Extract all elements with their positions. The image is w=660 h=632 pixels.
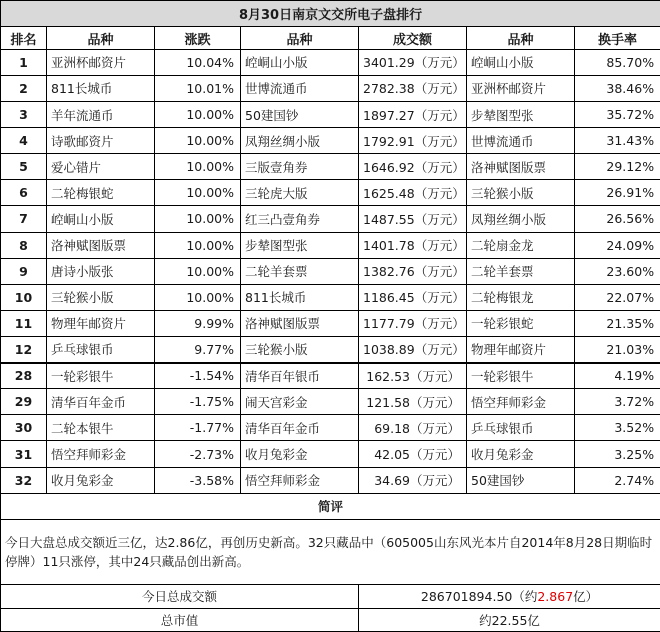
volume-value-cell: 1625.48（万元） (359, 180, 467, 206)
rank-cell: 1 (1, 49, 47, 75)
header-turnover: 换手率 (575, 27, 660, 49)
turnover-value-cell: 4.19% (575, 363, 660, 389)
volume-name-cell: 红三凸壹角券 (241, 206, 359, 232)
change-name-cell: 811长城币 (47, 75, 155, 101)
change-name-cell: 崆峒山小版 (47, 206, 155, 232)
change-name-cell: 乒乓球银币 (47, 336, 155, 362)
turnover-name-cell: 二轮羊套票 (467, 258, 575, 284)
turnover-value-cell: 21.03% (575, 336, 660, 362)
volume-value-cell: 69.18（万元） (359, 415, 467, 441)
volume-value-cell: 1038.89（万元） (359, 336, 467, 362)
change-value-cell: 10.00% (155, 258, 241, 284)
volume-value-cell: 3401.29（万元） (359, 49, 467, 75)
turnover-value-cell: 35.72% (575, 102, 660, 128)
turnover-name-cell: 收月兔彩金 (467, 441, 575, 467)
table-row (1, 415, 660, 441)
rank-cell: 11 (1, 310, 47, 336)
rank-cell: 8 (1, 232, 47, 258)
change-value-cell: 9.77% (155, 336, 241, 362)
header-rank: 排名 (1, 27, 47, 49)
volume-value-cell: 34.69（万元） (359, 467, 467, 493)
change-value-cell: 10.00% (155, 284, 241, 310)
volume-name-cell: 收月兔彩金 (241, 441, 359, 467)
change-value-cell: -1.75% (155, 389, 241, 415)
rank-cell: 28 (1, 363, 47, 389)
turnover-name-cell: 步辇图型张 (467, 102, 575, 128)
turnover-name-cell: 亚洲杯邮资片 (467, 75, 575, 101)
change-value-cell: 10.00% (155, 206, 241, 232)
turnover-name-cell: 洛神赋图版票 (467, 154, 575, 180)
change-name-cell: 悟空拜师彩金 (47, 441, 155, 467)
header-name-1: 品种 (47, 27, 155, 49)
volume-value-cell: 1382.76（万元） (359, 258, 467, 284)
total-label: 今日总成交额 (1, 585, 359, 608)
change-name-cell: 物理年邮资片 (47, 310, 155, 336)
change-name-cell: 收月兔彩金 (47, 467, 155, 493)
table-row (1, 154, 660, 180)
volume-name-cell: 步辇图型张 (241, 232, 359, 258)
table-row (1, 49, 660, 75)
change-value-cell: 9.99% (155, 310, 241, 336)
total-row (1, 585, 660, 608)
change-value-cell: 10.01% (155, 75, 241, 101)
turnover-name-cell: 崆峒山小版 (467, 49, 575, 75)
rank-cell: 29 (1, 389, 47, 415)
table-row (1, 128, 660, 154)
volume-name-cell: 清华百年银币 (241, 363, 359, 389)
rank-cell: 12 (1, 336, 47, 362)
rank-cell: 3 (1, 102, 47, 128)
market-row (1, 608, 660, 631)
table-title: 8月30日南京文交所电子盘排行 (1, 1, 660, 27)
table-row (1, 284, 660, 310)
market-label: 总市值 (1, 608, 359, 631)
change-name-cell: 一轮彩银牛 (47, 363, 155, 389)
volume-name-cell: 二轮羊套票 (241, 258, 359, 284)
volume-value-cell: 1401.78（万元） (359, 232, 467, 258)
turnover-value-cell: 24.09% (575, 232, 660, 258)
table-row (1, 467, 660, 493)
table-row (1, 258, 660, 284)
turnover-value-cell: 23.60% (575, 258, 660, 284)
turnover-name-cell: 50建国钞 (467, 467, 575, 493)
change-value-cell: 10.00% (155, 180, 241, 206)
rank-cell: 4 (1, 128, 47, 154)
volume-name-cell: 闹天宫彩金 (241, 389, 359, 415)
volume-value-cell: 42.05（万元） (359, 441, 467, 467)
header-name-2: 品种 (241, 27, 359, 49)
volume-name-cell: 洛神赋图版票 (241, 310, 359, 336)
total-value-prefix: 286701894.50（约 (420, 589, 538, 605)
total-value-highlight: 2.867 (537, 589, 574, 605)
rank-cell: 31 (1, 441, 47, 467)
turnover-value-cell: 2.74% (575, 467, 660, 493)
turnover-value-cell: 38.46% (575, 75, 660, 101)
change-value-cell: 10.00% (155, 128, 241, 154)
rank-cell: 30 (1, 415, 47, 441)
change-value-cell: 10.04% (155, 49, 241, 75)
table-row (1, 363, 660, 389)
table-row (1, 310, 660, 336)
comment-row (1, 520, 660, 585)
rank-cell: 5 (1, 154, 47, 180)
change-name-cell: 二轮本银牛 (47, 415, 155, 441)
table-row (1, 389, 660, 415)
table-row (1, 441, 660, 467)
turnover-name-cell: 物理年邮资片 (467, 336, 575, 362)
volume-name-cell: 清华百年金币 (241, 415, 359, 441)
volume-value-cell: 162.53（万元） (359, 363, 467, 389)
market-value: 约22.55亿 (359, 608, 660, 631)
total-value-suffix: 亿） (573, 589, 599, 605)
turnover-name-cell: 悟空拜师彩金 (467, 389, 575, 415)
change-name-cell: 洛神赋图版票 (47, 232, 155, 258)
table-row (1, 102, 660, 128)
change-value-cell: 10.00% (155, 154, 241, 180)
table-row (1, 232, 660, 258)
change-value-cell: -1.54% (155, 363, 241, 389)
change-value-cell: 10.00% (155, 232, 241, 258)
comment-title: 简评 (1, 493, 660, 519)
volume-value-cell: 1177.79（万元） (359, 310, 467, 336)
turnover-name-cell: 二轮扇金龙 (467, 232, 575, 258)
volume-name-cell: 50建国钞 (241, 102, 359, 128)
change-name-cell: 唐诗小版张 (47, 258, 155, 284)
change-name-cell: 三轮猴小版 (47, 284, 155, 310)
change-value-cell: 10.00% (155, 102, 241, 128)
volume-name-cell: 811长城币 (241, 284, 359, 310)
header-change: 涨跌 (155, 27, 241, 49)
volume-name-cell: 悟空拜师彩金 (241, 467, 359, 493)
change-name-cell: 爱心错片 (47, 154, 155, 180)
rank-cell: 9 (1, 258, 47, 284)
table-row (1, 75, 660, 101)
change-name-cell: 羊年流通币 (47, 102, 155, 128)
turnover-name-cell: 三轮猴小版 (467, 180, 575, 206)
turnover-value-cell: 3.52% (575, 415, 660, 441)
turnover-value-cell: 26.91% (575, 180, 660, 206)
volume-value-cell: 1487.55（万元） (359, 206, 467, 232)
turnover-value-cell: 26.56% (575, 206, 660, 232)
table-row (1, 206, 660, 232)
volume-value-cell: 2782.38（万元） (359, 75, 467, 101)
header-name-3: 品种 (467, 27, 575, 49)
volume-name-cell: 凤翔丝绸小版 (241, 128, 359, 154)
change-value-cell: -3.58% (155, 467, 241, 493)
table-row (1, 180, 660, 206)
turnover-value-cell: 85.70% (575, 49, 660, 75)
volume-name-cell: 崆峒山小版 (241, 49, 359, 75)
title-row (1, 1, 660, 27)
volume-value-cell: 1646.92（万元） (359, 154, 467, 180)
total-value (359, 585, 660, 608)
change-value-cell: -1.77% (155, 415, 241, 441)
volume-name-cell: 三轮虎大版 (241, 180, 359, 206)
change-name-cell: 诗歌邮资片 (47, 128, 155, 154)
change-name-cell: 亚洲杯邮资片 (47, 49, 155, 75)
rank-cell: 32 (1, 467, 47, 493)
volume-name-cell: 三轮猴小版 (241, 336, 359, 362)
turnover-value-cell: 3.25% (575, 441, 660, 467)
table-row (1, 336, 660, 362)
volume-value-cell: 1792.91（万元） (359, 128, 467, 154)
turnover-value-cell: 29.12% (575, 154, 660, 180)
turnover-value-cell: 31.43% (575, 128, 660, 154)
change-name-cell: 二轮梅银蛇 (47, 180, 155, 206)
rank-cell: 2 (1, 75, 47, 101)
volume-value-cell: 121.58（万元） (359, 389, 467, 415)
rank-cell: 10 (1, 284, 47, 310)
rank-cell: 7 (1, 206, 47, 232)
turnover-name-cell: 乒乓球银币 (467, 415, 575, 441)
volume-name-cell: 三版壹角券 (241, 154, 359, 180)
turnover-value-cell: 22.07% (575, 284, 660, 310)
volume-value-cell: 1186.45（万元） (359, 284, 467, 310)
header-row (1, 27, 660, 49)
header-volume: 成交额 (359, 27, 467, 49)
turnover-name-cell: 凤翔丝绸小版 (467, 206, 575, 232)
volume-name-cell: 世博流通币 (241, 75, 359, 101)
comment-title-row (1, 493, 660, 519)
rank-cell: 6 (1, 180, 47, 206)
volume-value-cell: 1897.27（万元） (359, 102, 467, 128)
turnover-value-cell: 21.35% (575, 310, 660, 336)
change-name-cell: 清华百年金币 (47, 389, 155, 415)
turnover-name-cell: 一轮彩银蛇 (467, 310, 575, 336)
turnover-name-cell: 二轮梅银龙 (467, 284, 575, 310)
change-value-cell: -2.73% (155, 441, 241, 467)
turnover-name-cell: 一轮彩银牛 (467, 363, 575, 389)
turnover-name-cell: 世博流通币 (467, 128, 575, 154)
turnover-value-cell: 3.72% (575, 389, 660, 415)
comment-text: 今日大盘总成交额近三亿，达2.86亿，再创历史新高。32只藏品中（605005山东风光本片自2014年8月28日期临时停牌）11只涨停，其中24只藏品创出新高。 (1, 520, 660, 585)
